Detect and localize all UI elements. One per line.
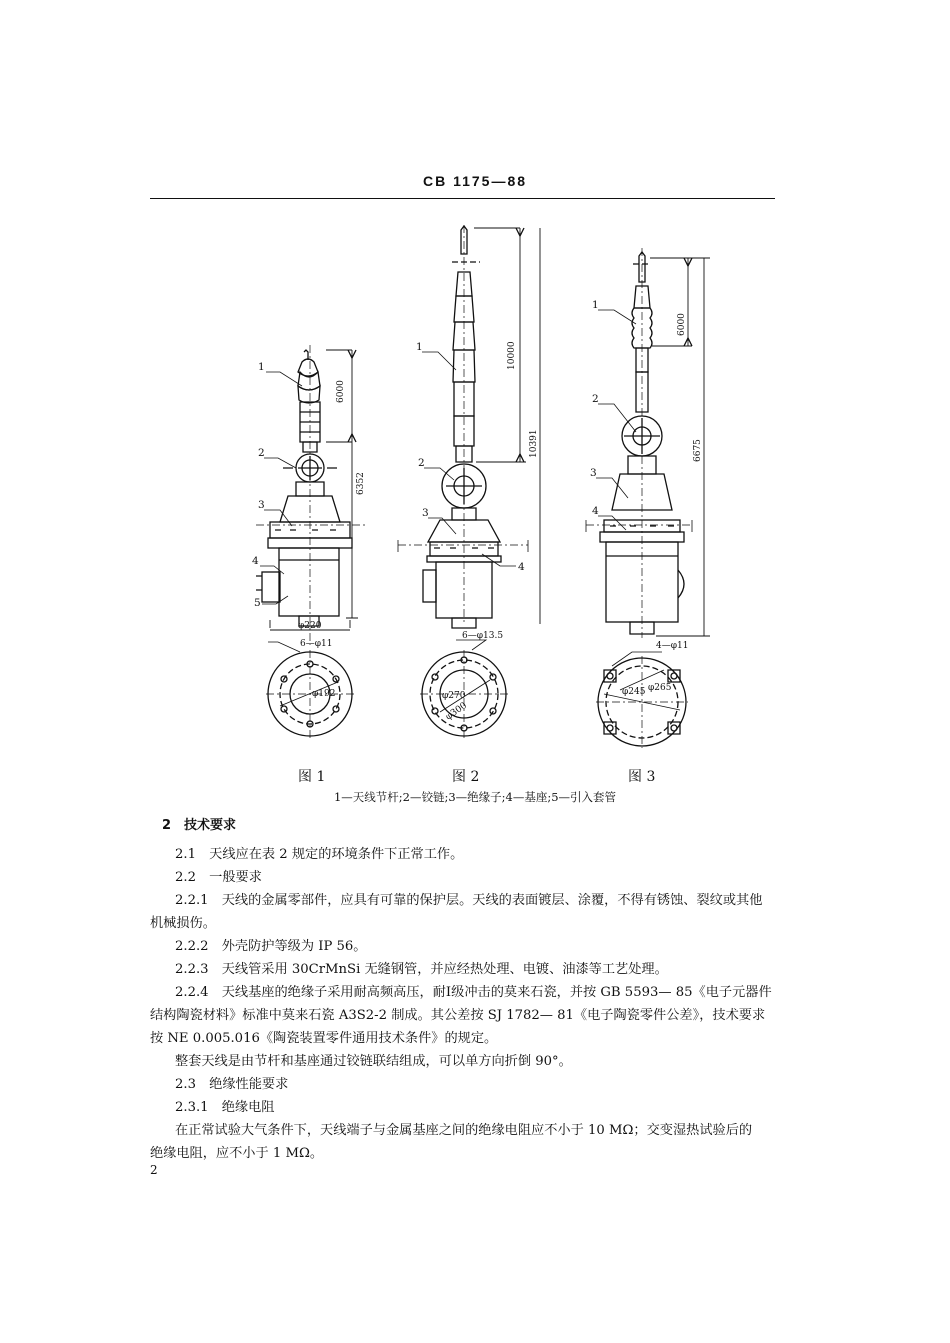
callout-4-fig3: 4 <box>592 505 599 517</box>
clause-2-2-2: 2.2.2 外壳防护等级为 IP 56。 <box>175 939 367 954</box>
figure-legend: 1—天线节杆;2—铰链;3—绝缘子;4—基座;5—引入套管 <box>333 790 617 804</box>
figure-3-drawing <box>586 248 710 748</box>
callout-3-fig1: 3 <box>258 499 265 511</box>
paragraph-insulation-a: 在正常试验大气条件下，天线端子与金属基座之间的绝缘电阻应不小于 10 MΩ；交变湿热试验后的 <box>175 1123 753 1138</box>
fig2-dim-holes: 6—φ13.5 <box>462 631 504 641</box>
page-number: 2 <box>150 1163 158 1177</box>
clause-2-2-4-c: 按 NE 0.005.016《陶瓷装置零件通用技术条件》的规定。 <box>150 1031 498 1046</box>
fig1-dim-pcd: φ192 <box>312 689 336 699</box>
fig3-dim-outer: φ265 <box>648 683 672 693</box>
clause-2-2: 2.2 一般要求 <box>175 870 262 885</box>
paragraph-fold: 整套天线是由节杆和基座通过铰链联结组成，可以单方向折倒 90°。 <box>175 1054 572 1069</box>
fig3-dim-holes: 4—φ11 <box>656 641 689 651</box>
clause-2-2-3: 2.2.3 天线管采用 30CrMnSi 无缝钢管，并应经热处理、电镀、油漆等工艺处理。 <box>175 962 668 977</box>
callout-4-fig2: 4 <box>518 561 525 573</box>
callout-3-fig2: 3 <box>422 507 429 519</box>
clause-2-1: 2.1 天线应在表 2 规定的环境条件下正常工作。 <box>175 847 464 862</box>
figure-2-label: 图 2 <box>452 769 480 785</box>
paragraph-insulation-b: 绝缘电阻，应不小于 1 MΩ。 <box>150 1146 324 1161</box>
fig1-dim-holes: 6—φ11 <box>300 639 333 649</box>
clause-2-3-1: 2.3.1 绝缘电阻 <box>175 1100 275 1115</box>
clause-2-2-4-a: 2.2.4 天线基座的绝缘子采用耐高频高压，耐Ⅰ级冲击的莫来石瓷，并按 GB 5593— 85《电子元器件 <box>175 985 772 1000</box>
callout-1-fig1: 1 <box>258 361 265 373</box>
page-header: CB 1175—88 <box>422 173 528 189</box>
callout-4-fig1: 4 <box>252 555 259 567</box>
fig2-dim-outer: φ300 <box>443 700 469 723</box>
clause-2-3: 2.3 绝缘性能要求 <box>175 1077 289 1092</box>
callout-3-fig3: 3 <box>590 467 597 479</box>
fig3-dim-top: 6000 <box>677 313 687 336</box>
clause-2-2-1-b: 机械损伤。 <box>150 916 216 931</box>
fig3-dim-pcd: φ245 <box>622 687 646 697</box>
callout-2-fig2: 2 <box>418 457 425 469</box>
clause-2-2-4-b: 结构陶瓷材料》标准中莫来石瓷 A3S2-2 制成。其公差按 SJ 1782— 81《电子陶瓷零件公差》，技术要求 <box>150 1008 766 1023</box>
callout-1-fig3: 1 <box>592 299 599 311</box>
callout-2-fig3: 2 <box>592 393 599 405</box>
fig1-dim-total: 6352 <box>356 472 366 495</box>
figure-1-drawing <box>256 345 366 738</box>
fig2-dim-total: 10391 <box>529 429 539 458</box>
clause-2-2-1-a: 2.2.1 天线的金属零部件，应具有可靠的保护层。天线的表面镀层、涂覆，不得有锈蚀、裂纹或其他 <box>175 893 763 908</box>
fig2-dim-pcd: φ270 <box>442 691 466 701</box>
figure-3-label: 图 3 <box>628 769 656 785</box>
fig1-dim-top: 6000 <box>336 380 346 403</box>
fig1-dim-dia: φ220 <box>298 621 322 631</box>
fig3-dim-total: 6675 <box>693 439 703 462</box>
figure-2-drawing <box>398 225 540 738</box>
section-2-heading: 2 技术要求 <box>162 818 237 833</box>
fig2-dim-top: 10000 <box>507 341 517 370</box>
callout-1-fig2: 1 <box>416 341 423 353</box>
callout-2-fig1: 2 <box>258 447 265 459</box>
figure-1-label: 图 1 <box>298 769 326 785</box>
callout-5-fig1: 5 <box>254 597 261 609</box>
